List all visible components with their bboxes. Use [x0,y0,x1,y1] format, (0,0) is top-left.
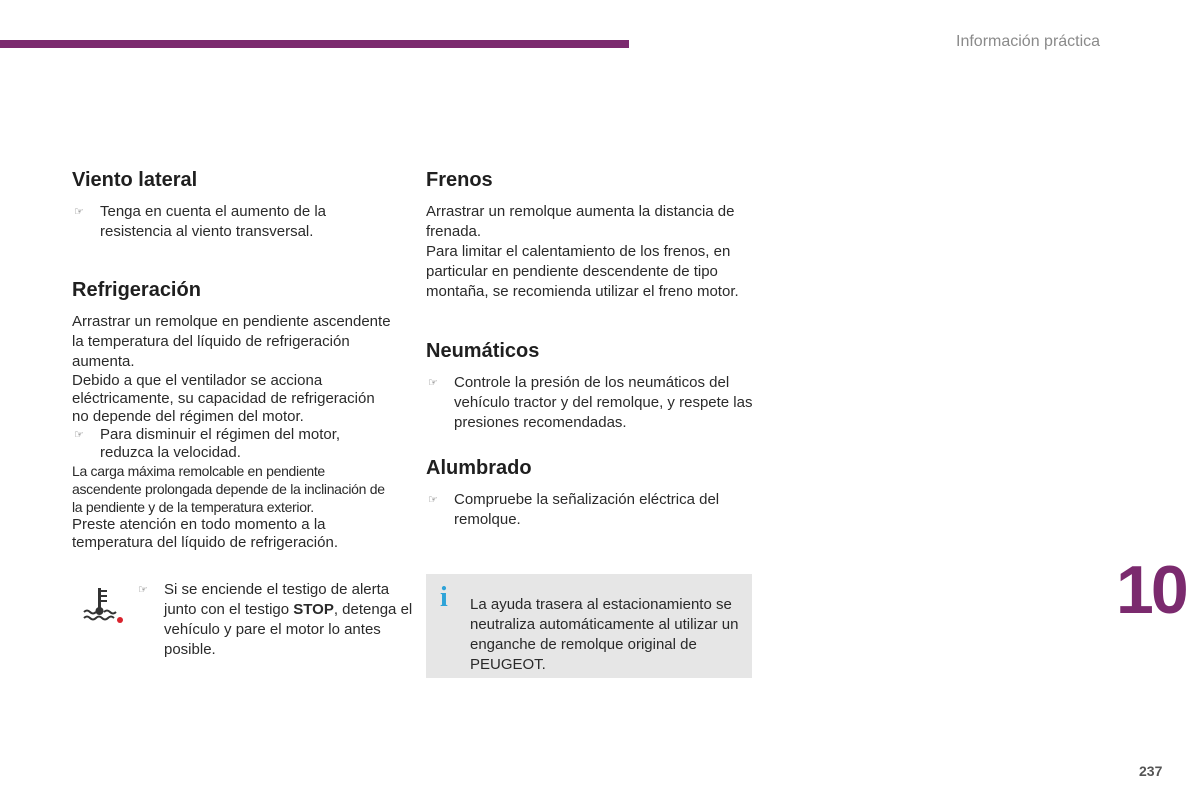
refrigeracion-bullet [72,426,394,462]
header-accent-bar [0,40,629,48]
neumaticos-heading: Neumáticos [426,340,540,362]
alumbrado-section [426,456,756,530]
frenos-para-1: Arrastrar un remolque aumenta la distancia de frenada. [426,203,735,240]
coolant-warning-text [136,580,424,660]
bullet-hand-icon: ☞ [138,584,148,596]
refrigeracion-heading: Refrigeración [72,279,201,301]
page-number: 237 [1139,763,1163,779]
frenos-section [426,168,756,302]
refrigeracion-para-4: Preste atención en todo momento a la temperatura del líquido de refrigeración. [72,516,338,551]
section-title: Información práctica [956,33,1101,50]
alumbrado-bullet [426,490,756,530]
info-text: La ayuda trasera al estacionamiento se neutraliza automáticamente al utilizar un enganche de remolque original de PEUGEOT. [470,596,739,673]
bullet-hand-icon: ☞ [428,494,438,506]
refrigeracion-para-1: Arrastrar un remolque en pendiente ascendente la temperatura del líquido de refrigeración aumenta. [72,313,391,370]
info-box [426,574,752,678]
alumbrado-heading: Alumbrado [426,457,532,479]
viento-heading: Viento lateral [72,169,198,191]
warning-text-end: , detenga el vehículo y pare el motor lo antes posible. [164,601,413,658]
bullet-hand-icon: ☞ [74,429,84,441]
refrigeracion-bullet-text: Para disminuir el régimen del motor, reduzca la velocidad. [100,426,341,461]
neumaticos-section [426,339,756,433]
refrigeracion-section [72,278,394,552]
coolant-temperature-warning-icon [80,584,124,628]
alumbrado-bullet-text: Compruebe la señalización eléctrica del remolque. [454,491,720,528]
info-icon: i [440,582,448,613]
neumaticos-bullet-text: Controle la presión de los neumáticos del vehículo tractor y del remolque, y respete las presiones recomendadas. [454,374,753,431]
refrigeracion-para-2: Debido a que el ventilador se acciona eléctricamente, su capacidad de refrigeración no depende del régimen del motor. [72,372,375,425]
frenos-heading: Frenos [426,169,493,191]
refrigeracion-para-3: La carga máxima remolcable en pendiente ascendente prolongada depende de la inclinación de la pendiente y de la temperatura exterior. [72,463,385,515]
frenos-para-2: Para limitar el calentamiento de los frenos, en particular en pendiente descendente de tipo montaña, se recomienda utilizar el freno motor. [426,243,739,300]
neumaticos-bullet [426,373,756,433]
viento-bullet [72,202,394,242]
viento-section [72,168,394,242]
bullet-hand-icon: ☞ [428,377,438,389]
stop-label: STOP [293,601,334,618]
viento-bullet-text: Tenga en cuenta el aumento de la resistencia al viento transversal. [100,203,327,240]
bullet-hand-icon: ☞ [74,206,84,218]
chapter-number: 10 [1116,552,1186,628]
warning-text-start: Si se enciende el testigo de alerta junto con el testigo [164,581,390,618]
